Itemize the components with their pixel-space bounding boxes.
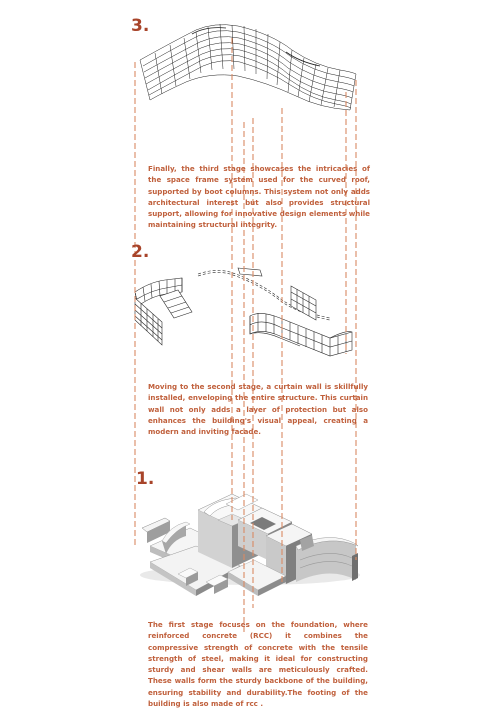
stage-1-description: The first stage focuses on the foundation, where reinforced concrete (RCC) it combines the compressive strength of concrete with the tensile strength of steel, making it ideal for constructing sturdy and shear walls are meticulously crafted. These walls form the sturdy backbone of the building, ensuring stability and durability.The footing of the building is also made of rcc . bbox=[148, 620, 368, 709]
foundation-model bbox=[140, 494, 360, 596]
space-frame-roof-model bbox=[140, 24, 356, 110]
stage-3-number: 3. bbox=[131, 16, 150, 36]
stage-2-number: 2. bbox=[131, 242, 150, 262]
stage-1-number: 1. bbox=[136, 469, 155, 489]
stage-2-description: Moving to the second stage, a curtain wall is skillfully installed, enveloping the entire structure. This curtain wall not only adds a layer of protection but also enhances the building's visual appeal, creating a modern and inviting facade. bbox=[148, 382, 368, 437]
stage-3-description: Finally, the third stage showcases the intricacies of the space frame system used for the curved roof, supported by boot columns. This system not only adds architectural interest but also provides structural support, allowing for innovative design elements while maintaining structural integrity. bbox=[148, 164, 370, 230]
